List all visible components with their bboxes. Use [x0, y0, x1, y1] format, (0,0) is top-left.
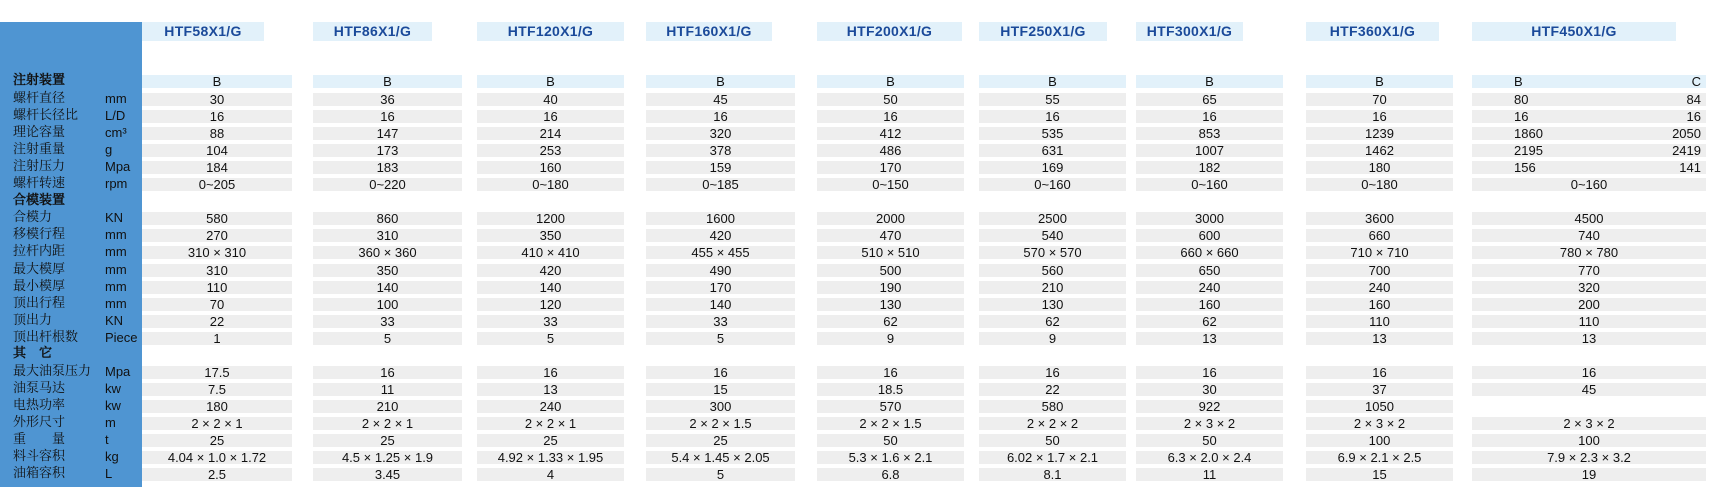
spec-label: 拉杆内距: [13, 244, 66, 259]
table-cell: 6.3 × 2.0 × 2.4: [1136, 451, 1283, 464]
table-cell: 11: [313, 383, 462, 396]
spec-label: 最小模厚: [13, 279, 66, 294]
table-cell: 160: [1306, 298, 1453, 311]
unit-label: L: [105, 466, 113, 481]
table-cell: 16: [979, 110, 1126, 123]
table-cell: 8.1: [979, 468, 1126, 481]
table-cell: 1600: [646, 212, 795, 225]
unit-label: kg: [105, 449, 119, 464]
table-cell: 16: [313, 366, 462, 379]
table-cell: 360 × 360: [313, 246, 462, 259]
model-header: HTF250X1/G: [979, 22, 1107, 41]
table-cell: 350: [313, 264, 462, 277]
table-cell: 33: [646, 315, 795, 328]
table-cell: 16: [1306, 110, 1453, 123]
table-cell: 37: [1306, 383, 1453, 396]
table-cell: 420: [646, 229, 795, 242]
section-heading: 注射装置: [13, 73, 66, 88]
table-cell: 40: [477, 93, 624, 106]
table-cell: 45: [1472, 383, 1706, 396]
table-cell: 0~180: [477, 178, 624, 191]
table-cell: 470: [817, 229, 964, 242]
table-cell: 16: [1136, 366, 1283, 379]
table-cell: 1050: [1306, 400, 1453, 413]
unit-label: KN: [105, 210, 124, 225]
table-cell: [1472, 144, 1706, 157]
table-cell: 1007: [1136, 144, 1283, 157]
table-cell: 270: [142, 229, 292, 242]
table-cell: 2 × 2 × 1: [142, 417, 292, 430]
cell-value: 80: [1514, 92, 1529, 107]
table-cell: 70: [142, 298, 292, 311]
unit-label: L/D: [105, 108, 126, 123]
table-cell: 160: [477, 161, 624, 174]
model-header: HTF120X1/G: [477, 22, 624, 41]
table-cell: 3600: [1306, 212, 1453, 225]
table-cell: 0~220: [313, 178, 462, 191]
spec-label: 螺杆长径比: [13, 108, 79, 123]
table-cell: [1472, 93, 1706, 106]
table-cell: 2 × 2 × 1: [313, 417, 462, 430]
table-cell: 16: [817, 366, 964, 379]
table-cell: 4: [477, 468, 624, 481]
table-cell: 62: [1136, 315, 1283, 328]
table-cell: 147: [313, 127, 462, 140]
table-cell: 320: [1472, 281, 1706, 294]
table-cell: 600: [1136, 229, 1283, 242]
table-cell: 1239: [1306, 127, 1453, 140]
table-cell: [1472, 110, 1706, 123]
table-cell: 180: [142, 400, 292, 413]
table-cell: 104: [142, 144, 292, 157]
unit-label: mm: [105, 296, 127, 311]
table-cell: 710 × 710: [1306, 246, 1453, 259]
table-cell: 13: [1136, 332, 1283, 345]
unit-label: m: [105, 415, 116, 430]
table-cell: 0~160: [979, 178, 1126, 191]
table-cell: 780 × 780: [1472, 246, 1706, 259]
spec-label: 合模力: [13, 210, 53, 225]
table-cell: 13: [477, 383, 624, 396]
spec-label: 重 量: [13, 432, 66, 447]
table-cell: 130: [817, 298, 964, 311]
spec-label: 顶出杆根数: [13, 330, 79, 345]
table-cell: B: [1306, 75, 1453, 88]
cell-value: 2050: [1672, 126, 1701, 141]
cell-value: 2195: [1514, 143, 1543, 158]
cell-value: 1860: [1514, 126, 1543, 141]
spec-label: 最大油泵压力: [13, 364, 92, 379]
section-heading: 合模装置: [13, 193, 66, 208]
table-cell: 183: [313, 161, 462, 174]
table-cell: 16: [477, 366, 624, 379]
table-cell: 2 × 3 × 2: [1136, 417, 1283, 430]
table-cell: B: [979, 75, 1126, 88]
table-cell: 412: [817, 127, 964, 140]
table-cell: 100: [1472, 434, 1706, 447]
table-cell: 5: [646, 332, 795, 345]
table-cell: 169: [979, 161, 1126, 174]
table-cell: 140: [477, 281, 624, 294]
table-cell: 16: [313, 110, 462, 123]
table-cell: 210: [313, 400, 462, 413]
table-cell: 2 × 2 × 1.5: [817, 417, 964, 430]
table-cell: 650: [1136, 264, 1283, 277]
unit-label: cm³: [105, 125, 127, 140]
cell-value: 16: [1686, 109, 1701, 124]
table-cell: 240: [1306, 281, 1453, 294]
cell-value: 16: [1514, 109, 1529, 124]
model-header: HTF300X1/G: [1136, 22, 1243, 41]
table-cell: 110: [1306, 315, 1453, 328]
table-cell: 0~185: [646, 178, 795, 191]
table-cell: 9: [817, 332, 964, 345]
table-cell: 455 × 455: [646, 246, 795, 259]
table-cell: 16: [1306, 366, 1453, 379]
table-cell: 173: [313, 144, 462, 157]
table-cell: 350: [477, 229, 624, 242]
table-cell: 17.5: [142, 366, 292, 379]
unit-label: Piece: [105, 330, 138, 345]
spec-label: 最大模厚: [13, 262, 66, 277]
table-cell: 110: [1472, 315, 1706, 328]
unit-label: Mpa: [105, 159, 131, 174]
model-header: HTF58X1/G: [142, 22, 264, 41]
table-cell: 140: [313, 281, 462, 294]
table-cell: 2500: [979, 212, 1126, 225]
spec-label: 理论容量: [13, 125, 66, 140]
table-cell: 378: [646, 144, 795, 157]
table-cell: 180: [1306, 161, 1453, 174]
table-cell: 100: [1306, 434, 1453, 447]
table-cell: 100: [313, 298, 462, 311]
table-cell: 50: [1136, 434, 1283, 447]
table-cell: 240: [477, 400, 624, 413]
table-cell: 6.8: [817, 468, 964, 481]
table-cell: 50: [817, 93, 964, 106]
table-cell: 0~150: [817, 178, 964, 191]
table-cell: 36: [313, 93, 462, 106]
table-cell: 2 × 2 × 1: [477, 417, 624, 430]
table-cell: 6.02 × 1.7 × 2.1: [979, 451, 1126, 464]
table-cell: 16: [979, 366, 1126, 379]
table-cell: 631: [979, 144, 1126, 157]
model-header: HTF360X1/G: [1306, 22, 1439, 41]
table-cell: 22: [142, 315, 292, 328]
table-cell: 13: [1306, 332, 1453, 345]
section-heading: 其 它: [13, 346, 53, 361]
table-cell: 2 × 2 × 1.5: [646, 417, 795, 430]
table-cell: 25: [646, 434, 795, 447]
unit-label: kw: [105, 381, 121, 396]
cell-value: 2419: [1672, 143, 1701, 158]
cell-value: 84: [1686, 92, 1701, 107]
unit-label: rpm: [105, 176, 128, 191]
table-cell: 540: [979, 229, 1126, 242]
table-cell: 0~160: [1472, 178, 1706, 191]
table-cell: 5: [477, 332, 624, 345]
table-cell: 55: [979, 93, 1126, 106]
table-cell: 535: [979, 127, 1126, 140]
table-cell: B: [1136, 75, 1283, 88]
unit-label: mm: [105, 279, 127, 294]
unit-label: mm: [105, 91, 127, 106]
table-cell: 140: [646, 298, 795, 311]
cell-value: B: [1514, 74, 1523, 89]
table-cell: 45: [646, 93, 795, 106]
table-cell: 1: [142, 332, 292, 345]
cell-value: C: [1691, 74, 1701, 89]
table-cell: 16: [646, 110, 795, 123]
table-cell: B: [646, 75, 795, 88]
table-cell: 410 × 410: [477, 246, 624, 259]
table-cell: 16: [646, 366, 795, 379]
table-cell: 0~205: [142, 178, 292, 191]
table-cell: 700: [1306, 264, 1453, 277]
spec-label: 注射重量: [13, 142, 66, 157]
table-cell: B: [313, 75, 462, 88]
cell-value: 141: [1679, 160, 1701, 175]
table-cell: 62: [817, 315, 964, 328]
table-cell: 13: [1472, 332, 1706, 345]
table-cell: 170: [646, 281, 795, 294]
table-cell: 160: [1136, 298, 1283, 311]
table-cell: 19: [1472, 468, 1706, 481]
spec-label: 料斗容积: [13, 449, 66, 464]
table-cell: 15: [1306, 468, 1453, 481]
unit-label: kw: [105, 398, 121, 413]
table-cell: 3.45: [313, 468, 462, 481]
table-cell: 2000: [817, 212, 964, 225]
table-cell: 33: [477, 315, 624, 328]
table-cell: 4500: [1472, 212, 1706, 225]
table-cell: 860: [313, 212, 462, 225]
unit-label: KN: [105, 313, 124, 328]
table-cell: [1472, 127, 1706, 140]
table-cell: 130: [979, 298, 1126, 311]
table-cell: 2 × 2 × 2: [979, 417, 1126, 430]
table-cell: 184: [142, 161, 292, 174]
table-cell: 6.9 × 2.1 × 2.5: [1306, 451, 1453, 464]
table-cell: 182: [1136, 161, 1283, 174]
table-cell: 16: [817, 110, 964, 123]
table-cell: 740: [1472, 229, 1706, 242]
table-cell: 310 × 310: [142, 246, 292, 259]
table-cell: 240: [1136, 281, 1283, 294]
unit-label: mm: [105, 227, 127, 242]
model-header: HTF450X1/G: [1472, 22, 1676, 41]
table-cell: 5.3 × 1.6 × 2.1: [817, 451, 964, 464]
table-cell: 320: [646, 127, 795, 140]
table-cell: 30: [1136, 383, 1283, 396]
spec-label: 移模行程: [13, 227, 66, 242]
table-cell: 486: [817, 144, 964, 157]
table-cell: 159: [646, 161, 795, 174]
table-cell: 120: [477, 298, 624, 311]
table-cell: 5: [646, 468, 795, 481]
table-cell: 510 × 510: [817, 246, 964, 259]
table-cell: 770: [1472, 264, 1706, 277]
table-cell: 16: [1472, 366, 1706, 379]
table-cell: 214: [477, 127, 624, 140]
spec-label: 螺杆转速: [13, 176, 66, 191]
model-header: HTF86X1/G: [313, 22, 432, 41]
table-cell: 11: [1136, 468, 1283, 481]
table-cell: 4.04 × 1.0 × 1.72: [142, 451, 292, 464]
table-cell: 65: [1136, 93, 1283, 106]
table-cell: 560: [979, 264, 1126, 277]
spec-label: 电热功率: [13, 398, 66, 413]
table-cell: 30: [142, 93, 292, 106]
table-cell: 2 × 3 × 2: [1306, 417, 1453, 430]
unit-label: Mpa: [105, 364, 131, 379]
table-cell: 0~160: [1136, 178, 1283, 191]
table-cell: 5: [313, 332, 462, 345]
table-cell: 210: [979, 281, 1126, 294]
table-cell: B: [817, 75, 964, 88]
spec-label: 油箱容积: [13, 466, 66, 481]
table-cell: 420: [477, 264, 624, 277]
table-cell: 580: [142, 212, 292, 225]
table-cell: 4.92 × 1.33 × 1.95: [477, 451, 624, 464]
table-cell: 25: [142, 434, 292, 447]
table-cell: 660: [1306, 229, 1453, 242]
spec-label: 顶出力: [13, 313, 53, 328]
table-cell: 110: [142, 281, 292, 294]
table-cell: B: [142, 75, 292, 88]
table-cell: 25: [477, 434, 624, 447]
table-cell: 33: [313, 315, 462, 328]
table-cell: 22: [979, 383, 1126, 396]
table-cell: 570: [817, 400, 964, 413]
table-cell: 310: [142, 264, 292, 277]
spec-label: 注射压力: [13, 159, 66, 174]
table-cell: 15: [646, 383, 795, 396]
table-cell: 310: [313, 229, 462, 242]
spec-label: 螺杆直径: [13, 91, 66, 106]
spec-label: 油泵马达: [13, 381, 66, 396]
table-cell: 200: [1472, 298, 1706, 311]
table-cell: 2.5: [142, 468, 292, 481]
model-header: HTF200X1/G: [817, 22, 962, 41]
table-cell: 853: [1136, 127, 1283, 140]
table-cell: 50: [979, 434, 1126, 447]
table-cell: 16: [477, 110, 624, 123]
table-cell: 7.9 × 2.3 × 3.2: [1472, 451, 1706, 464]
table-cell: 660 × 660: [1136, 246, 1283, 259]
table-cell: B: [477, 75, 624, 88]
table-cell: 922: [1136, 400, 1283, 413]
table-cell: 50: [817, 434, 964, 447]
cell-value: 156: [1514, 160, 1536, 175]
table-cell: 500: [817, 264, 964, 277]
table-cell: 62: [979, 315, 1126, 328]
table-cell: 580: [979, 400, 1126, 413]
table-cell: 5.4 × 1.45 × 2.05: [646, 451, 795, 464]
table-cell: 7.5: [142, 383, 292, 396]
table-cell: 0~180: [1306, 178, 1453, 191]
table-cell: 190: [817, 281, 964, 294]
unit-label: mm: [105, 244, 127, 259]
table-cell: 4.5 × 1.25 × 1.9: [313, 451, 462, 464]
table-cell: 1462: [1306, 144, 1453, 157]
unit-label: t: [105, 432, 109, 447]
table-cell: 70: [1306, 93, 1453, 106]
table-cell: 253: [477, 144, 624, 157]
table-cell: [1472, 161, 1706, 174]
table-cell: 16: [142, 110, 292, 123]
spec-label: 外形尺寸: [13, 415, 66, 430]
table-cell: 88: [142, 127, 292, 140]
table-cell: 25: [313, 434, 462, 447]
table-cell: 16: [1136, 110, 1283, 123]
table-cell: 3000: [1136, 212, 1283, 225]
model-header: HTF160X1/G: [646, 22, 772, 41]
table-cell: 300: [646, 400, 795, 413]
table-cell: 490: [646, 264, 795, 277]
unit-label: mm: [105, 262, 127, 277]
table-cell: 18.5: [817, 383, 964, 396]
table-cell: 1200: [477, 212, 624, 225]
unit-label: g: [105, 142, 113, 157]
spec-label: 顶出行程: [13, 296, 66, 311]
table-cell: 2 × 3 × 2: [1472, 417, 1706, 430]
table-cell: 9: [979, 332, 1126, 345]
table-cell: 170: [817, 161, 964, 174]
table-cell: 570 × 570: [979, 246, 1126, 259]
table-cell: [1472, 75, 1706, 88]
